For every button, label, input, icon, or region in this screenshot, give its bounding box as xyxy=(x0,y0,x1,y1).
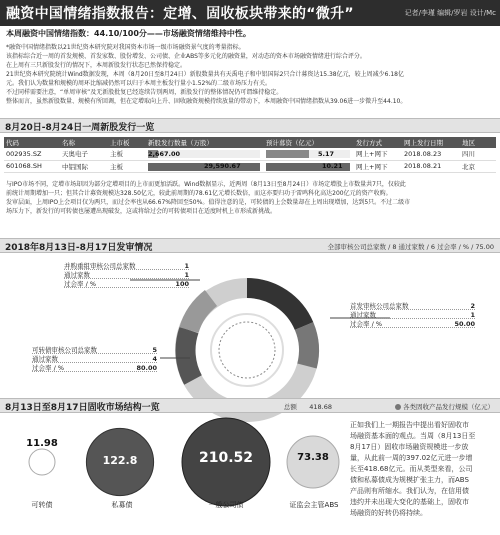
bubble-category: 证监会主管ABS xyxy=(289,501,339,509)
kv-label: 首发审核公司总家数 xyxy=(350,302,409,310)
col-method: 发行方式 xyxy=(354,137,402,148)
intro-text xyxy=(6,43,496,106)
bubble-value: 73.38 xyxy=(297,452,329,463)
kv-value: 2 xyxy=(470,302,475,310)
kv-label: 通过家数 xyxy=(64,271,90,279)
col-raise: 预计募资（亿元） xyxy=(264,137,354,148)
kv-row xyxy=(32,364,157,373)
section-title: 8月20日-8月24日一周新股发行一览 xyxy=(5,123,155,133)
cell-name: 天奥电子 xyxy=(60,148,108,160)
para-line: 产品则有所缩水。我们认为，在信用债 xyxy=(350,487,469,495)
para-line: 场压力下，新发行的可转债也屡遭出现破发，这或将给过会的可转债项目在适度时机上市形成新挑战。 xyxy=(6,208,277,215)
section-title: 8月13日至8月17日固收市场结构一览 xyxy=(5,403,160,413)
cell-name: 中铝国际 xyxy=(60,160,108,172)
kv-row xyxy=(64,271,189,280)
page-header xyxy=(0,0,500,26)
ma-review-group xyxy=(64,262,189,289)
cell-region: 四川 xyxy=(460,148,496,160)
col-shares: 新股发行数量（万股） xyxy=(146,137,264,148)
para-line: 场融资基本面的观点。当周（8月13日至 xyxy=(350,432,476,440)
bubble-category: 一般公司债 xyxy=(208,501,244,509)
donut-seg-cb-2 xyxy=(189,298,211,330)
table-header-row xyxy=(4,137,496,148)
chart-legend xyxy=(395,402,494,411)
kv-value: 5 xyxy=(152,346,157,354)
cb-review-group xyxy=(32,346,157,373)
review-totals: 全部审核公司总家数 / 8 通过家数 / 6 过会率 / % / 75.00 xyxy=(327,243,494,251)
legend-label: 各类固收产品发行规模（亿元） xyxy=(403,403,494,411)
cell-board: 主板 xyxy=(108,148,146,160)
cell-board: 主板 xyxy=(108,160,146,172)
kv-label: 通过家数 xyxy=(350,311,376,319)
para-line: 场融资的好转仍将持续。 xyxy=(350,509,427,517)
kv-value: 50.00 xyxy=(454,320,475,328)
kv-value: 1 xyxy=(184,262,189,270)
para-line: 量，从此前一周的397.02亿元进一步增 xyxy=(350,454,473,462)
intro-line: 在上周有三只新股发行的情况下，本周新股发行状态已然保持稳定。 xyxy=(6,62,187,69)
kv-row xyxy=(32,355,157,364)
para-line: 8月17日）固收市场融资规模进一步放 xyxy=(350,443,469,451)
para-line: 债和私募债成为规模扩张主力，而ABS xyxy=(350,476,469,484)
kv-divider xyxy=(350,309,475,310)
cell-method: 网上+网下 xyxy=(354,160,402,172)
kv-label: 过会率 / % xyxy=(64,280,96,288)
fixed-income-commentary xyxy=(350,420,496,519)
kv-label: 过会率 / % xyxy=(32,364,64,372)
table-row xyxy=(4,160,496,172)
bubble-category: 私募债 xyxy=(111,501,133,509)
fixed-income-total xyxy=(284,402,332,411)
intro-line: *融资中国情绪指数以21世纪资本研究院对我国资本市场一级市场融资景气度的考量指标。 xyxy=(6,44,245,51)
raise-value: 5.17 xyxy=(318,149,335,158)
section-fixed-income-header xyxy=(0,398,500,413)
para-line: 前统计周期增加一只；但其合计募资规模达328.50亿元，较此前周期的78.61亿元增长数倍，而这亦要归功于雷鸣科化高达200亿元的资产收购。 xyxy=(6,190,392,197)
intro-line: 该指标综合近一周的首发规模、首发家数、股份增发、公司债、企业ABS等多元化的融资量，对动态的资本市场融资情绪进行综合评分。 xyxy=(6,53,366,60)
cell-shares xyxy=(146,160,264,172)
intro-line: 不过同样需要注意，“单周审核”及无新股批复已经连续告别两周，新股发行的整体情况仍可谓维持稳定。 xyxy=(6,89,283,96)
para-line: 正如我们上一期报告中提出看好固收市 xyxy=(350,421,469,429)
intro-line: 元。我们认为数量和规模的周环比缩减仍然可以归于本周主板发行量小1.52%的二级市场压力有关。 xyxy=(6,80,272,87)
total-label: 总额 xyxy=(283,403,297,411)
kv-label: 通过家数 xyxy=(32,355,58,363)
kv-row xyxy=(350,302,475,311)
col-date: 网上发行日期 xyxy=(402,137,460,148)
bubble-value: 210.52 xyxy=(198,450,254,466)
section-ipo-header xyxy=(0,118,500,133)
cell-raise xyxy=(264,148,354,160)
kv-row xyxy=(64,280,189,289)
bubble-value: 11.98 xyxy=(26,438,58,449)
kv-divider xyxy=(350,327,475,328)
cell-method: 网上+网下 xyxy=(354,148,402,160)
cell-shares xyxy=(146,148,264,160)
col-code: 代码 xyxy=(4,137,60,148)
col-region: 地区 xyxy=(460,137,496,148)
kv-value: 100 xyxy=(175,280,189,288)
col-name: 名称 xyxy=(60,137,108,148)
para-line: 违约并未出现大变化的基础上，固收市 xyxy=(350,498,469,506)
para-line: 发审层面，上周IPO上会项目仅为两只，而过会率也从66.67%降回至50%。值得注意的是，可转债的上会数量却在上周出现增加，达到5只。不过二级市 xyxy=(6,199,411,206)
cell-region: 北京 xyxy=(460,160,496,172)
donut-seg-ipo xyxy=(304,326,309,366)
credits: 记者/李瑾 编辑/罗岩 设计/Mc xyxy=(404,9,496,17)
shares-value: 29,590.67 xyxy=(204,162,241,170)
cell-date: 2018.08.21 xyxy=(402,160,460,172)
page-title: 融资中国情绪指数报告：定增、固收板块带来的“微升” xyxy=(6,6,354,22)
kv-row xyxy=(350,320,475,329)
section-review-header xyxy=(0,238,500,253)
bubble-value: 122.8 xyxy=(102,454,138,467)
kv-divider xyxy=(64,278,189,279)
intro-line: 21世纪资本研究院统计Wind数据发现，本周（8月20日至8月24日）新股数量共有天禹电子和中铝国际2只合计募资达15.38亿元，较上周减少6.18亿 xyxy=(6,71,404,78)
cell-date: 2018.08.23 xyxy=(402,148,460,160)
ipo-table xyxy=(4,137,496,173)
intro-line: 整体而言，虽然新股数量、规模有所回调，但在定增取向上升、固收融资规模持续放量的带动下，本周融资中国情绪指数从39.06进一步微升至44.10。 xyxy=(6,98,407,105)
kv-value: 4 xyxy=(152,355,157,363)
kv-value: 1 xyxy=(470,311,475,319)
index-summary: 本周融资中国情绪指数：44.10/100分——市场融资情绪维持中性。 xyxy=(6,29,251,38)
total-value: 418.68 xyxy=(309,403,332,411)
cell-code: 601068.SH xyxy=(4,160,60,172)
kv-divider xyxy=(64,269,189,270)
analysis-text xyxy=(6,180,494,216)
kv-label: 并购重组审核公司总家数 xyxy=(64,262,136,270)
kv-row xyxy=(32,346,157,355)
kv-row xyxy=(64,262,189,271)
ipo-review-group xyxy=(350,302,475,329)
kv-divider xyxy=(350,318,475,319)
cell-raise xyxy=(264,160,354,172)
fixed-income-bubble-chart xyxy=(0,414,350,535)
donut-seg-ma xyxy=(247,288,304,326)
kv-divider xyxy=(32,362,157,363)
donut-seg-cb xyxy=(186,330,193,380)
donut-center xyxy=(219,322,275,378)
cell-code: 002935.SZ xyxy=(4,148,60,160)
shares-value: 2,667.00 xyxy=(148,149,181,158)
table-row xyxy=(4,148,496,160)
kv-divider xyxy=(32,353,157,354)
raise-value: 10.21 xyxy=(322,162,343,170)
kv-label: 可转债审核公司总家数 xyxy=(32,346,97,354)
para-line: 长至418.68亿元。而从类型来看，公司 xyxy=(350,465,473,473)
kv-divider xyxy=(32,371,157,372)
kv-value: 1 xyxy=(184,271,189,279)
kv-row xyxy=(350,311,475,320)
bubble-0 xyxy=(29,449,55,475)
kv-label: 过会率 / % xyxy=(350,320,382,328)
kv-divider xyxy=(64,287,189,288)
kv-value: 80.00 xyxy=(136,364,157,372)
col-board: 上市板 xyxy=(108,137,146,148)
legend-dot-icon xyxy=(395,404,401,410)
section-title: 2018年8月13日-8月17日发审情况 xyxy=(5,243,153,253)
bubble-category: 可转债 xyxy=(31,501,53,509)
para-line: 与IPO市场不同，定增市场却因为部分定增项目的上市而更加活跃。Wind数据显示，近两周（8月13日至8月24日）市场定增股上市数量共7只，仅较此 xyxy=(6,181,406,188)
